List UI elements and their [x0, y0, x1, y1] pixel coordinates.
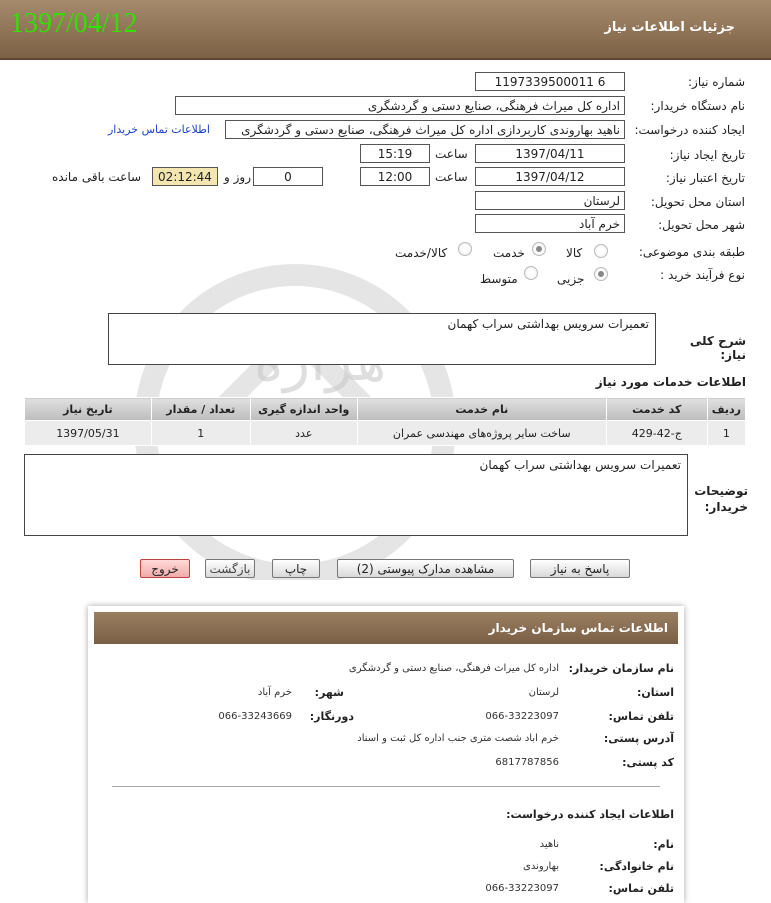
services-title: اطلاعات خدمات مورد نیاز	[595, 375, 746, 389]
fax-card-label: دورنگار:	[309, 710, 354, 723]
province-field[interactable]: لرستان	[475, 191, 625, 210]
row-need-date: 1397/05/31	[25, 421, 152, 446]
summary-text: تعمیرات سرویس بهداشتی سراب کهمان	[447, 317, 649, 331]
contact-info-link[interactable]: اطلاعات تماس خریدار	[108, 123, 210, 136]
summary-label: شرح کلی نیاز:	[689, 334, 746, 362]
buyer-notes-text: تعمیرات سرویس بهداشتی سراب کهمان	[479, 458, 681, 472]
creator-family-label: نام خانوادگی:	[599, 860, 674, 873]
services-header-row	[25, 398, 746, 421]
created-time-field[interactable]: 15:19	[360, 144, 430, 163]
row-code: ج-42-429	[606, 421, 707, 446]
exit-button[interactable]: خروج	[140, 559, 190, 578]
category-option-service: خدمت	[493, 246, 525, 260]
valid-date-field[interactable]: 1397/04/12	[475, 167, 625, 186]
city-label: شهر محل تحویل:	[658, 218, 745, 232]
process-option-medium: متوسط	[480, 272, 518, 286]
creator-title: اطلاعات ایجاد کننده درخواست:	[506, 808, 674, 821]
col-code: کد خدمت	[606, 398, 707, 421]
buyer-org-label: نام دستگاه خریدار:	[650, 99, 745, 113]
card-divider	[112, 786, 660, 787]
col-quantity: تعداد / مقدار	[151, 398, 250, 421]
province-card-value: لرستان	[528, 687, 559, 698]
creator-phone-label: تلفن تماس:	[608, 882, 674, 895]
row-number: 1	[707, 421, 745, 446]
summary-box[interactable]	[108, 313, 656, 365]
row-unit: عدد	[250, 421, 357, 446]
category-option-goods: کالا	[566, 246, 583, 260]
creator-phone-value: 066-33223097	[485, 883, 559, 894]
days-field[interactable]: 0	[253, 167, 323, 186]
created-time-label: ساعت	[435, 147, 468, 161]
col-row: ردیف	[707, 398, 745, 421]
need-number-field[interactable]: 1197339500011 6	[475, 72, 625, 91]
process-label: نوع فرآیند خرید :	[660, 268, 745, 282]
buyer-org-field[interactable]: اداره کل میراث فرهنگی، صنایع دستی و گردشگری	[175, 96, 625, 115]
print-button[interactable]: چاپ	[272, 559, 320, 578]
col-unit: واحد اندازه گیری	[250, 398, 357, 421]
category-radio-both[interactable]	[458, 242, 472, 256]
valid-date-label: تاریخ اعتبار نیاز:	[665, 171, 745, 185]
category-label: طبقه بندی موضوعی:	[638, 245, 745, 259]
address-card-label: آدرس پستی:	[603, 732, 674, 745]
remaining-time-field[interactable]: 02:12:44	[152, 167, 218, 186]
remaining-time-label: ساعت باقی مانده	[52, 170, 142, 184]
creator-name-value: ناهید	[539, 839, 559, 850]
category-radio-service[interactable]	[532, 242, 546, 256]
contact-card	[88, 606, 684, 903]
city-card-value: خرم آباد	[257, 687, 292, 698]
services-table	[24, 397, 746, 446]
fax-card-value: 066-33243669	[218, 711, 292, 722]
city-card-label: شهر:	[314, 686, 344, 699]
creator-name-label: نام:	[653, 838, 674, 851]
valid-time-field[interactable]: 12:00	[360, 167, 430, 186]
buyer-notes-label: توضیحات خریدار:	[694, 484, 748, 514]
attachments-button[interactable]: مشاهده مدارک پیوستی (2)	[337, 559, 514, 578]
creator-family-value: بهاروندی	[523, 861, 559, 872]
postal-card-label: کد پستی:	[622, 756, 674, 769]
days-label: روز و	[224, 170, 251, 184]
org-label: نام سازمان خریدار:	[568, 662, 674, 675]
org-value: اداره کل میراث فرهنگی، صنایع دستی و گردشگری	[348, 663, 559, 674]
process-radio-minor[interactable]	[594, 267, 608, 281]
header-date: 1397/04/12	[10, 8, 138, 39]
phone-card-value: 066-33223097	[485, 711, 559, 722]
row-service-name: ساخت سایر پروژه‌های مهندسی عمران	[357, 421, 606, 446]
reply-button[interactable]: پاسخ به نیاز	[530, 559, 630, 578]
province-label: استان محل تحویل:	[650, 195, 745, 209]
col-service-name: نام خدمت	[357, 398, 606, 421]
buyer-notes-box[interactable]	[24, 454, 688, 536]
back-button[interactable]: بازگشت	[205, 559, 255, 578]
created-date-label: تاریخ ایجاد نیاز:	[669, 148, 745, 162]
top-bar	[0, 0, 771, 60]
category-option-both: کالا/خدمت	[395, 246, 448, 260]
requester-label: ایجاد کننده درخواست:	[634, 123, 745, 137]
contact-card-header	[94, 612, 678, 644]
process-radio-medium[interactable]	[524, 266, 538, 280]
valid-time-label: ساعت	[435, 170, 468, 184]
created-date-field[interactable]: 1397/04/11	[475, 144, 625, 163]
page-title: جزئیات اطلاعات نیاز	[604, 20, 735, 35]
address-card-value: خرم اباد شصت متری جنب اداره کل ثبت و اسناد	[357, 733, 559, 744]
city-field[interactable]: خرم آباد	[475, 214, 625, 233]
need-number-label: شماره نیاز:	[688, 75, 745, 89]
process-option-minor: جزیی	[557, 272, 585, 286]
postal-card-value: 6817787856	[495, 757, 559, 768]
category-radio-goods[interactable]	[594, 244, 608, 258]
contact-card-title: اطلاعات تماس سازمان خریدار	[488, 621, 668, 635]
phone-card-label: تلفن تماس:	[608, 710, 674, 723]
col-need-date: تاریخ نیاز	[25, 398, 152, 421]
requester-field[interactable]: ناهید بهاروندی کاربردازی اداره کل میراث فرهنگی، صنایع دستی و گردشگری	[225, 120, 625, 139]
table-row[interactable]	[25, 421, 746, 446]
row-quantity: 1	[151, 421, 250, 446]
province-card-label: استان:	[637, 686, 674, 699]
